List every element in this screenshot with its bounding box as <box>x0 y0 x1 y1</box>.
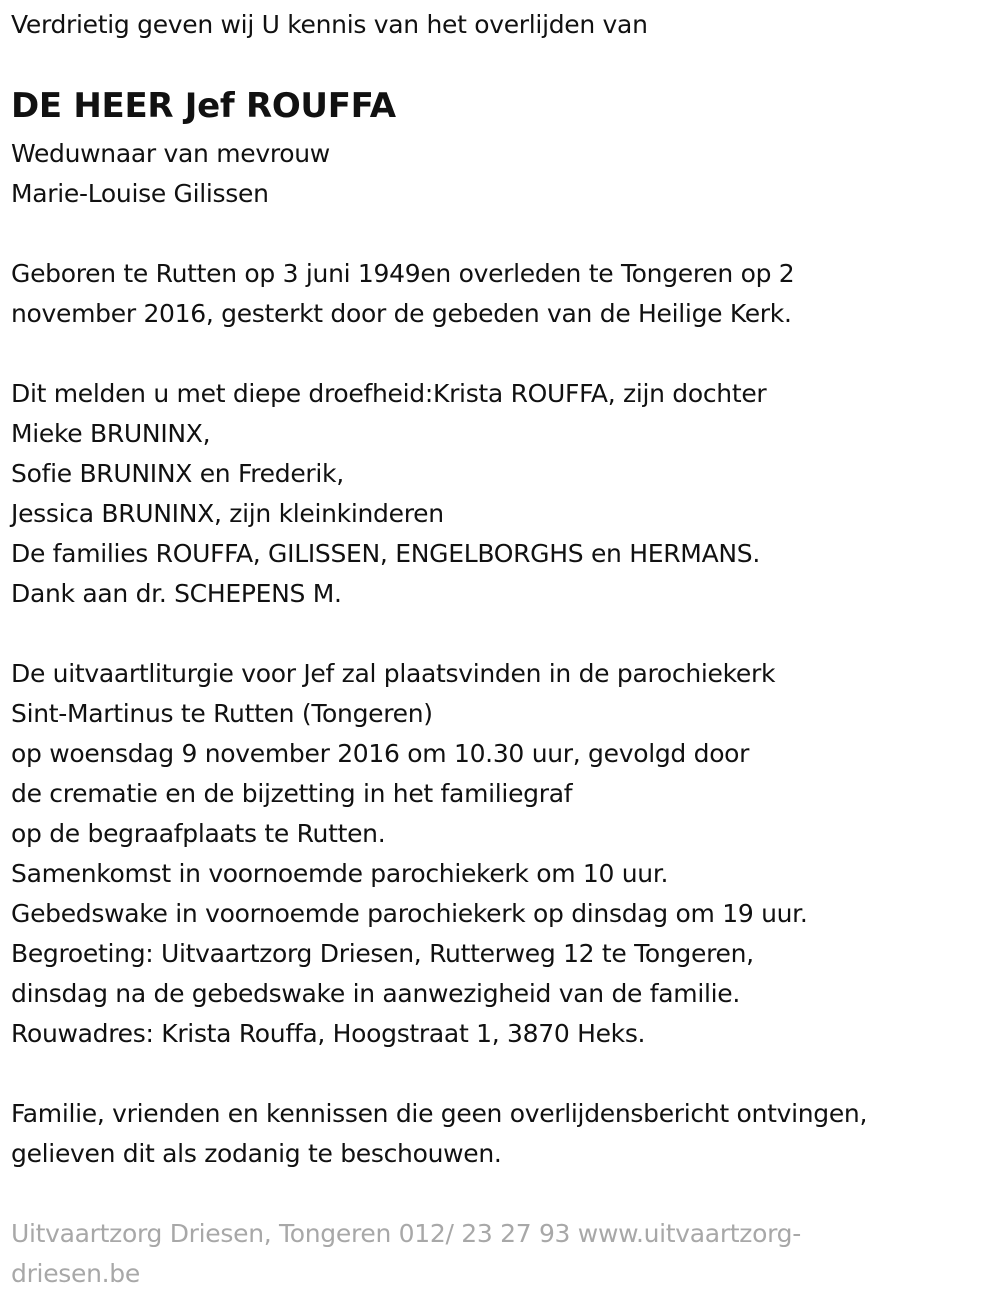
footer-line: Uitvaartzorg Driesen, Tongeren 012/ 23 27 93 www.uitvaartzorg- <box>11 1219 801 1248</box>
spouse-section <box>11 134 330 214</box>
family-section <box>11 374 766 614</box>
family-line: Dank aan dr. SCHEPENS M. <box>11 579 342 608</box>
ceremony-line: De uitvaartliturgie voor Jef zal plaatsvinden in de parochiekerk <box>11 659 776 688</box>
funeral-home-footer <box>11 1214 801 1294</box>
deceased-name: DE HEER Jef ROUFFA <box>11 86 396 126</box>
ceremony-line: de crematie en de bijzetting in het familiegraf <box>11 779 573 808</box>
ceremony-section <box>11 654 808 1054</box>
closing-line: Familie, vrienden en kennissen die geen overlijdensbericht ontvingen, <box>11 1099 868 1128</box>
spouse-line: Weduwnaar van mevrouw <box>11 139 330 168</box>
family-line: Mieke BRUNINX, <box>11 419 211 448</box>
ceremony-line: Gebedswake in voornoemde parochiekerk op dinsdag om 19 uur. <box>11 899 808 928</box>
ceremony-line: op de begraafplaats te Rutten. <box>11 819 386 848</box>
ceremony-line: Sint-Martinus te Rutten (Tongeren) <box>11 699 433 728</box>
ceremony-line: Samenkomst in voornoemde parochiekerk om 10 uur. <box>11 859 669 888</box>
ceremony-line: Rouwadres: Krista Rouffa, Hoogstraat 1, 3870 Heks. <box>11 1019 646 1048</box>
family-line: De families ROUFFA, GILISSEN, ENGELBORGHS en HERMANS. <box>11 539 760 568</box>
birth-death-line: november 2016, gesterkt door de gebeden van de Heilige Kerk. <box>11 299 792 328</box>
closing-line: gelieven dit als zodanig te beschouwen. <box>11 1139 502 1168</box>
closing-section <box>11 1094 867 1174</box>
ceremony-line: op woensdag 9 november 2016 om 10.30 uur, gevolgd door <box>11 739 750 768</box>
birth-death-section <box>11 254 794 334</box>
birth-death-line: Geboren te Rutten op 3 juni 1949en overleden te Tongeren op 2 <box>11 259 795 288</box>
intro-text: Verdrietig geven wij U kennis van het overlijden van <box>11 10 648 39</box>
family-line: Sofie BRUNINX en Frederik, <box>11 459 344 488</box>
ceremony-line: Begroeting: Uitvaartzorg Driesen, Rutterweg 12 te Tongeren, <box>11 939 754 968</box>
spouse-line: Marie-Louise Gilissen <box>11 179 269 208</box>
family-line: Dit melden u met diepe droefheid:Krista ROUFFA, zijn dochter <box>11 379 767 408</box>
footer-line: driesen.be <box>11 1259 140 1288</box>
family-line: Jessica BRUNINX, zijn kleinkinderen <box>11 499 444 528</box>
ceremony-line: dinsdag na de gebedswake in aanwezigheid van de familie. <box>11 979 740 1008</box>
